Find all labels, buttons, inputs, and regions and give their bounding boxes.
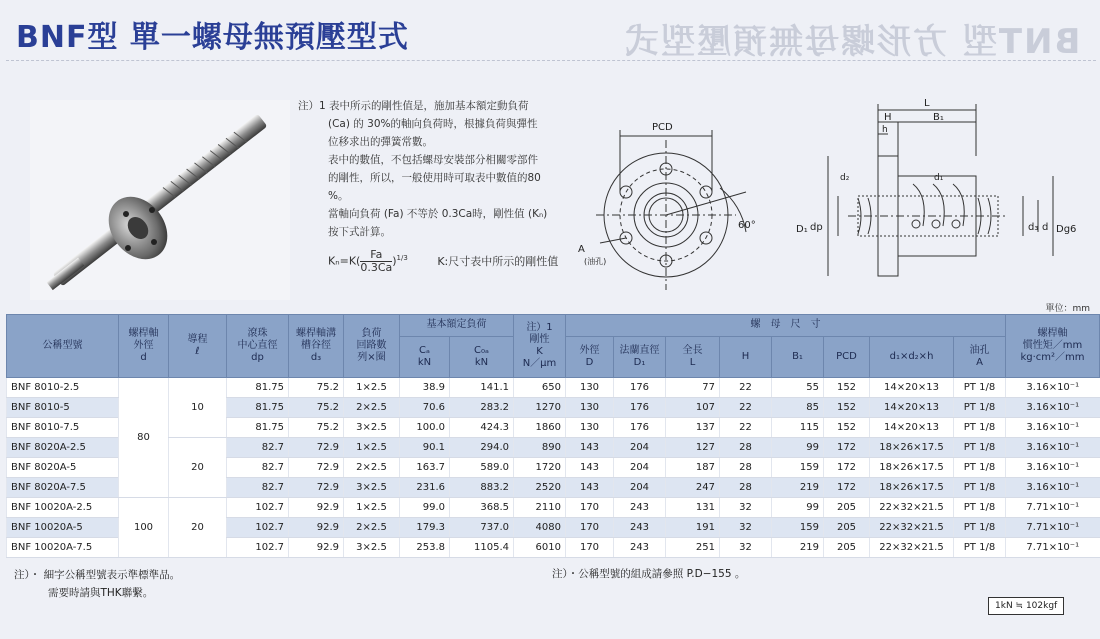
footnote-left-1: 注）・ 細字公稱型號表示準標準品。 — [14, 569, 181, 581]
table-row — [7, 438, 1100, 458]
cell-circ: 1×2.5 — [344, 498, 400, 518]
col-B1: B₁ — [772, 336, 824, 377]
col-ball-pcd: 滾珠 中心直徑 dp — [227, 315, 289, 378]
cell-dp: 81.75 — [227, 418, 289, 438]
cell-pcd: 172 — [824, 478, 870, 498]
col-rated-load: 基本額定負荷 — [400, 315, 514, 337]
cell-dd: 22×32×21.5 — [870, 538, 954, 558]
footnote-right: 注）・公稱型號的組成請參照 P.D−155 。 — [552, 568, 746, 580]
cell-k: 1720 — [514, 458, 566, 478]
cell-dp: 82.7 — [227, 478, 289, 498]
cell-d3: 72.9 — [289, 438, 344, 458]
formula-lhs: Kₙ=K — [328, 254, 357, 268]
cell-ca: 253.8 — [400, 538, 450, 558]
col-outer: 外徑 D — [566, 336, 614, 377]
rigidity-formula: Kₙ=K( $\frac{Fa}{0.3Ca}$ )$^{1/3}$ K:尺寸表中所示的剛性值 — [328, 248, 559, 275]
col-length: 全長 L — [666, 336, 720, 377]
cell-d: 170 — [566, 538, 614, 558]
col-nut-dims: 螺 母 尺 寸 — [566, 315, 1006, 337]
col-ca: Cₐ kN — [400, 336, 450, 377]
cell-ca: 38.9 — [400, 378, 450, 398]
ball-screw-photo — [30, 100, 290, 300]
pcd-label: PCD — [652, 122, 673, 133]
dim-h-label: h — [882, 125, 888, 135]
cell-a: PT 1/8 — [954, 498, 1006, 518]
cell-dd: 14×20×13 — [870, 418, 954, 438]
oil-hole-label: A — [578, 244, 585, 255]
cell-dp: 102.7 — [227, 518, 289, 538]
cell-c0a: 424.3 — [450, 418, 514, 438]
cell-inertia: 3.16×10⁻¹ — [1006, 438, 1100, 458]
cell-d1: 243 — [614, 538, 666, 558]
cell-d1: 204 — [614, 478, 666, 498]
cell-b1: 159 — [772, 518, 824, 538]
col-circuits: 負荷 回路數 列×圈 — [344, 315, 400, 378]
note-line: 按下式計算。 — [328, 226, 391, 238]
cell-pcd: 205 — [824, 518, 870, 538]
cell-d3: 92.9 — [289, 538, 344, 558]
dim-d3-label: d₃ — [1028, 222, 1039, 233]
cell-d3: 75.2 — [289, 418, 344, 438]
cell-b1: 159 — [772, 458, 824, 478]
page-title: BNF型 單一螺母無預壓型式 — [16, 20, 409, 55]
cell-pcd: 205 — [824, 498, 870, 518]
note-line: 位移求出的彈簧常數。 — [328, 136, 433, 148]
cell-dd: 14×20×13 — [870, 398, 954, 418]
cell-circ: 1×2.5 — [344, 378, 400, 398]
oil-hole-sub-label: (油孔) — [584, 257, 607, 266]
formula-numerator: Fa — [360, 249, 392, 262]
cell-a: PT 1/8 — [954, 438, 1006, 458]
cell-model: BNF 8010-5 — [7, 398, 119, 418]
unit-label: 單位：mm — [1045, 304, 1090, 314]
cell-model: BNF 10020A-2.5 — [7, 498, 119, 518]
cell-circ: 3×2.5 — [344, 418, 400, 438]
cell-inertia: 7.71×10⁻¹ — [1006, 538, 1100, 558]
cell-d: 143 — [566, 438, 614, 458]
unit-conversion-box: 1kN ≒ 102kgf — [988, 597, 1064, 615]
cell-lead: 20 — [169, 438, 227, 498]
cell-inertia: 3.16×10⁻¹ — [1006, 398, 1100, 418]
cell-d3: 72.9 — [289, 478, 344, 498]
cell-model: BNF 8010-7.5 — [7, 418, 119, 438]
cell-circ: 2×2.5 — [344, 398, 400, 418]
cell-d1: 243 — [614, 498, 666, 518]
cell-k: 2520 — [514, 478, 566, 498]
table-row — [7, 378, 1100, 398]
cell-h: 22 — [720, 378, 772, 398]
cell-dp: 102.7 — [227, 498, 289, 518]
cell-d1: 176 — [614, 378, 666, 398]
cell-model: BNF 8020A-5 — [7, 458, 119, 478]
cell-l: 191 — [666, 518, 720, 538]
cell-h: 22 — [720, 418, 772, 438]
divider — [6, 60, 1096, 61]
cell-circ: 1×2.5 — [344, 438, 400, 458]
cell-dp: 81.75 — [227, 378, 289, 398]
cell-circ: 3×2.5 — [344, 538, 400, 558]
dim-d-label: d — [1042, 222, 1049, 233]
cell-ca: 70.6 — [400, 398, 450, 418]
cell-lead: 20 — [169, 498, 227, 558]
formula-exponent: 1/3 — [396, 254, 408, 262]
cell-inertia: 3.16×10⁻¹ — [1006, 418, 1100, 438]
cell-a: PT 1/8 — [954, 378, 1006, 398]
col-d1d2h: d₁×d₂×h — [870, 336, 954, 377]
cell-d: 130 — [566, 398, 614, 418]
cell-dd: 14×20×13 — [870, 378, 954, 398]
cell-c0a: 141.1 — [450, 378, 514, 398]
note-line: 當軸向負荷 (Fa) 不等於 0.3Ca時，剛性值 (Kₙ) — [328, 208, 548, 220]
cell-d1: 204 — [614, 458, 666, 478]
col-c0a: C₀ₐ kN — [450, 336, 514, 377]
formula-denominator: 0.3Ca — [360, 261, 393, 275]
cell-c0a: 737.0 — [450, 518, 514, 538]
side-view-drawing — [788, 96, 1088, 296]
cell-h: 22 — [720, 398, 772, 418]
cell-ca: 179.3 — [400, 518, 450, 538]
cell-d1: 204 — [614, 438, 666, 458]
spec-table — [6, 314, 1100, 558]
cell-l: 187 — [666, 458, 720, 478]
cell-h: 32 — [720, 498, 772, 518]
cell-b1: 85 — [772, 398, 824, 418]
ghost-title: BNT型 方形螺母無預壓型式 — [622, 22, 1080, 62]
cell-k: 2110 — [514, 498, 566, 518]
dim-H-label: H — [884, 112, 892, 123]
cell-pcd: 152 — [824, 378, 870, 398]
cell-dp: 81.75 — [227, 398, 289, 418]
table-row — [7, 498, 1100, 518]
cell-a: PT 1/8 — [954, 418, 1006, 438]
cell-ca: 100.0 — [400, 418, 450, 438]
cell-ca: 90.1 — [400, 438, 450, 458]
cell-pcd: 172 — [824, 438, 870, 458]
cell-d1: 176 — [614, 398, 666, 418]
cell-circ: 2×2.5 — [344, 518, 400, 538]
cell-k: 1860 — [514, 418, 566, 438]
cell-dp: 102.7 — [227, 538, 289, 558]
spec-table-body — [7, 378, 1100, 558]
cell-ca: 163.7 — [400, 458, 450, 478]
cell-d3: 75.2 — [289, 378, 344, 398]
col-model: 公稱型號 — [7, 315, 119, 378]
cell-c0a: 883.2 — [450, 478, 514, 498]
cell-b1: 219 — [772, 538, 824, 558]
col-rigidity: 注）1 剛性 K N／μm — [514, 315, 566, 378]
cell-model: BNF 10020A-7.5 — [7, 538, 119, 558]
cell-pcd: 172 — [824, 458, 870, 478]
dim-L-label: L — [924, 98, 930, 109]
cell-d3: 75.2 — [289, 398, 344, 418]
note-line: (Ca) 的 30%的軸向負荷時，根據負荷與彈性 — [328, 118, 538, 130]
cell-b1: 99 — [772, 438, 824, 458]
angle-label: 60° — [738, 220, 756, 231]
cell-h: 32 — [720, 538, 772, 558]
cell-a: PT 1/8 — [954, 538, 1006, 558]
cell-b1: 99 — [772, 498, 824, 518]
cell-model: BNF 8020A-7.5 — [7, 478, 119, 498]
formula-note: K:尺寸表中所示的剛性值 — [437, 254, 559, 268]
col-inertia: 螺桿軸 慣性矩／mm kg·cm²／mm — [1006, 315, 1100, 378]
cell-h: 32 — [720, 518, 772, 538]
col-pcd: PCD — [824, 336, 870, 377]
cell-dd: 18×26×17.5 — [870, 478, 954, 498]
cell-d: 170 — [566, 498, 614, 518]
cell-inertia: 7.71×10⁻¹ — [1006, 518, 1100, 538]
cell-ca: 231.6 — [400, 478, 450, 498]
footnote-left-2: 需要時請與THK聯繫。 — [48, 587, 154, 599]
cell-d: 130 — [566, 418, 614, 438]
cell-pcd: 152 — [824, 398, 870, 418]
cell-d3: 92.9 — [289, 518, 344, 538]
cell-l: 247 — [666, 478, 720, 498]
cell-k: 650 — [514, 378, 566, 398]
note-line: %。 — [328, 190, 349, 202]
cell-dd: 22×32×21.5 — [870, 518, 954, 538]
footnote-left — [14, 566, 180, 602]
cell-l: 77 — [666, 378, 720, 398]
note-line: 注）1 表中所示的剛性值是，施加基本額定動負荷 — [298, 100, 529, 112]
col-H: H — [720, 336, 772, 377]
cell-a: PT 1/8 — [954, 398, 1006, 418]
cell-a: PT 1/8 — [954, 478, 1006, 498]
cell-k: 1270 — [514, 398, 566, 418]
cell-d: 143 — [566, 478, 614, 498]
dim-D1-label: D₁ — [796, 224, 808, 235]
dim-d2-label: d₂ — [840, 173, 850, 183]
cell-circ: 2×2.5 — [344, 458, 400, 478]
cell-k: 6010 — [514, 538, 566, 558]
cell-l: 131 — [666, 498, 720, 518]
cell-shaft-od: 80 — [119, 378, 169, 498]
cell-model: BNF 8020A-2.5 — [7, 438, 119, 458]
cell-d: 170 — [566, 518, 614, 538]
cell-inertia: 3.16×10⁻¹ — [1006, 378, 1100, 398]
notes-block — [298, 97, 568, 274]
cell-shaft-od: 100 — [119, 498, 169, 558]
dim-dp-label: dp — [810, 222, 823, 233]
cell-l: 137 — [666, 418, 720, 438]
cell-dd: 18×26×17.5 — [870, 438, 954, 458]
cell-l: 127 — [666, 438, 720, 458]
cell-pcd: 205 — [824, 538, 870, 558]
cell-dd: 22×32×21.5 — [870, 498, 954, 518]
cell-d3: 92.9 — [289, 498, 344, 518]
note-line: 的剛性，所以，一般使用時可取表中數值的80 — [328, 172, 541, 184]
cell-c0a: 294.0 — [450, 438, 514, 458]
front-view-drawing — [560, 100, 790, 300]
cell-dp: 82.7 — [227, 458, 289, 478]
cell-d: 143 — [566, 458, 614, 478]
cell-l: 107 — [666, 398, 720, 418]
cell-c0a: 283.2 — [450, 398, 514, 418]
cell-h: 28 — [720, 438, 772, 458]
cell-inertia: 3.16×10⁻¹ — [1006, 478, 1100, 498]
cell-c0a: 1105.4 — [450, 538, 514, 558]
dim-B1-label: B₁ — [933, 112, 944, 123]
note-line: 表中的數值，不包括螺母安裝部分相關零部件 — [328, 154, 538, 166]
col-shaft-od: 螺桿軸 外徑 d — [119, 315, 169, 378]
cell-k: 4080 — [514, 518, 566, 538]
cell-a: PT 1/8 — [954, 518, 1006, 538]
col-lead: 導程 ℓ — [169, 315, 227, 378]
col-flange: 法蘭直徑 D₁ — [614, 336, 666, 377]
cell-h: 28 — [720, 478, 772, 498]
cell-d1: 243 — [614, 518, 666, 538]
cell-h: 28 — [720, 458, 772, 478]
cell-lead: 10 — [169, 378, 227, 438]
cell-ca: 99.0 — [400, 498, 450, 518]
col-oil: 油孔 A — [954, 336, 1006, 377]
col-root-dia: 螺桿軸溝 槽谷徑 d₃ — [289, 315, 344, 378]
dim-d1-label: d₁ — [934, 173, 944, 183]
cell-b1: 55 — [772, 378, 824, 398]
cell-model: BNF 10020A-5 — [7, 518, 119, 538]
cell-model: BNF 8010-2.5 — [7, 378, 119, 398]
cell-inertia: 3.16×10⁻¹ — [1006, 458, 1100, 478]
cell-c0a: 368.5 — [450, 498, 514, 518]
dim-Dg6-label: Dg6 — [1056, 224, 1077, 235]
cell-pcd: 152 — [824, 418, 870, 438]
cell-dp: 82.7 — [227, 438, 289, 458]
cell-b1: 115 — [772, 418, 824, 438]
cell-d: 130 — [566, 378, 614, 398]
cell-inertia: 7.71×10⁻¹ — [1006, 498, 1100, 518]
cell-l: 251 — [666, 538, 720, 558]
cell-circ: 3×2.5 — [344, 478, 400, 498]
cell-k: 890 — [514, 438, 566, 458]
cell-c0a: 589.0 — [450, 458, 514, 478]
cell-dd: 18×26×17.5 — [870, 458, 954, 478]
cell-b1: 219 — [772, 478, 824, 498]
cell-d1: 176 — [614, 418, 666, 438]
cell-a: PT 1/8 — [954, 458, 1006, 478]
cell-d3: 72.9 — [289, 458, 344, 478]
